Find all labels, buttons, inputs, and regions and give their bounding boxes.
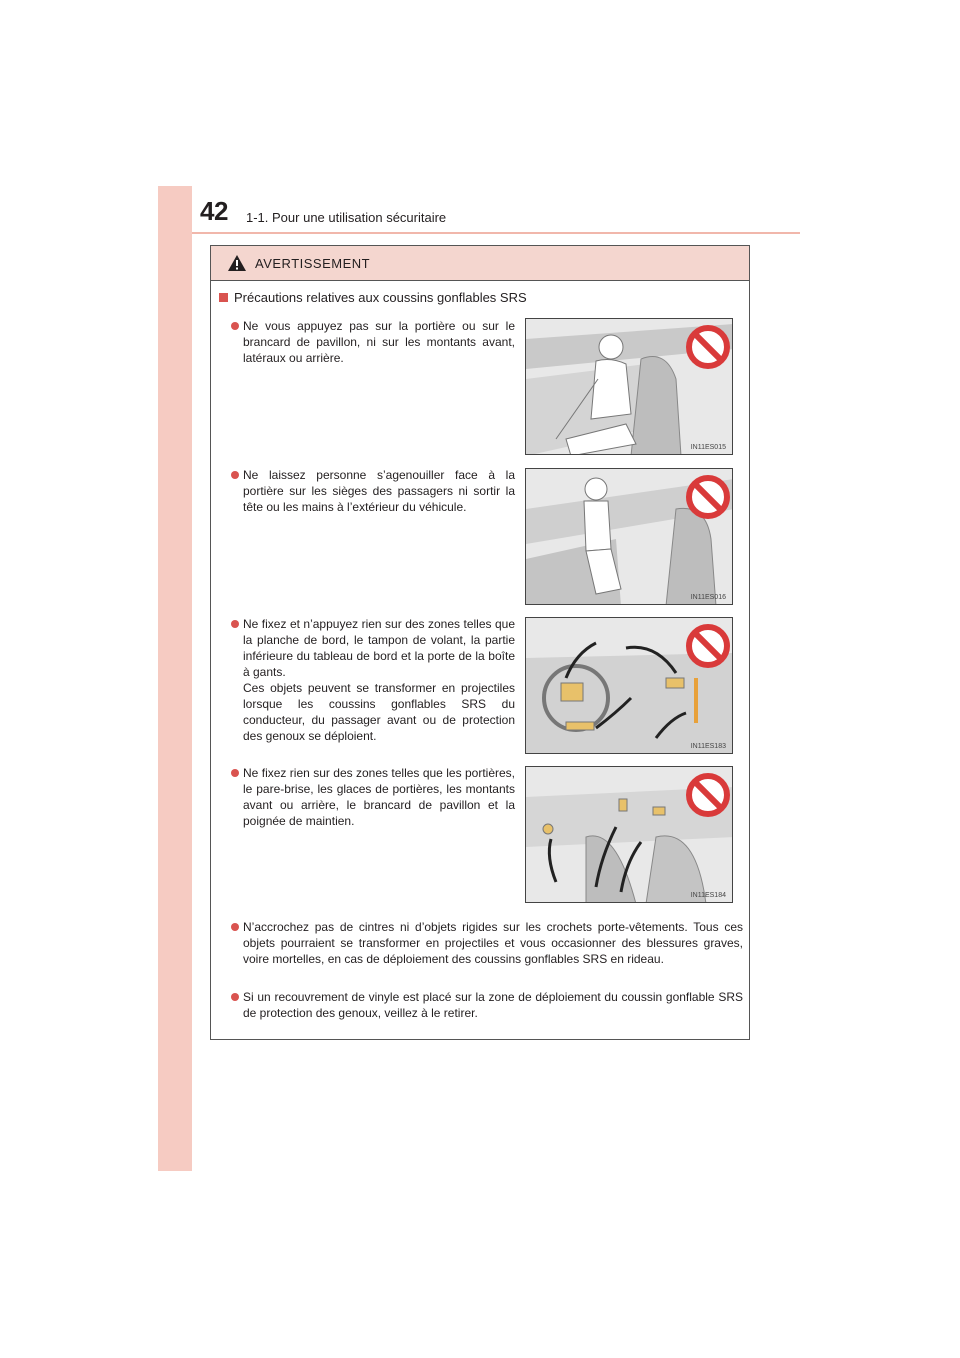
header-divider	[192, 232, 800, 234]
prohibition-icon	[689, 478, 727, 516]
bullet-icon	[231, 620, 239, 628]
bullet-icon	[231, 471, 239, 479]
warning-subheading	[219, 290, 527, 305]
subheading-text: Précautions relatives aux coussins gonflables SRS	[234, 290, 527, 305]
figure-id: IN11ES184	[690, 892, 726, 899]
bullet-icon	[231, 769, 239, 777]
warning-header	[211, 246, 749, 281]
warning-item-text: Ne laissez personne s’agenouiller face à la portière sur les sièges des passagers ni sortir la tête ou les mains à l’extérieur du véhicule.	[243, 468, 515, 514]
warning-item-text: Ne fixez rien sur des zones telles que les portières, le pare-brise, les glaces de portières, les montants avant ou arrière, le brancard de pavillon et la poignée de maintien.	[243, 766, 515, 828]
figure-id: IN11ES016	[690, 594, 726, 601]
figure-id: IN11ES183	[690, 743, 726, 750]
square-bullet-icon	[219, 293, 228, 302]
warning-box	[210, 245, 750, 1040]
warning-item	[231, 318, 515, 366]
bullet-icon	[231, 322, 239, 330]
warning-item	[231, 919, 743, 967]
warning-item-text: N’accrochez pas de cintres ni d’objets rigides sur les crochets porte-vêtements. Tous ces objets pourraient se transformer en projectiles et vous occasionner des blessures graves, voire mortelles, en cas de déploiement des coussins gonflables SRS en rideau.	[243, 920, 743, 966]
figure-leaning-on-door	[525, 318, 733, 455]
figure-id: IN11ES015	[690, 444, 726, 451]
prohibition-icon	[689, 776, 727, 814]
warning-item	[231, 765, 515, 829]
figure-interior-objects	[525, 766, 733, 903]
page-number: 42	[200, 196, 228, 226]
warning-item-text: Ne fixez et n’appuyez rien sur des zones telles que la planche de bord, le tampon de volant, la partie inférieure du tableau de bord et la porte de la boîte à gants. Ces objets peuvent se transformer en projectiles lorsque les coussins gonflables SRS du conducteur, du passager avant ou de protection des genoux se déploient.	[243, 617, 515, 743]
bullet-icon	[231, 993, 239, 1001]
warning-item-text: Si un recouvrement de vinyle est placé sur la zone de déploiement du coussin gonflable SRS de protection des genoux, veillez à le retirer.	[243, 990, 743, 1020]
warning-triangle-icon	[227, 254, 247, 272]
warning-title: AVERTISSEMENT	[255, 255, 371, 271]
page-side-band	[158, 186, 192, 1171]
prohibition-icon	[689, 627, 727, 665]
section-title: 1-1. Pour une utilisation sécuritaire	[246, 210, 447, 225]
warning-item	[231, 616, 515, 744]
prohibition-icon	[689, 328, 727, 366]
page-header	[200, 196, 800, 236]
figure-kneeling-at-door	[525, 468, 733, 605]
warning-item-text: Ne vous appuyez pas sur la portière ou sur le brancard de pavillon, ni sur les montants avant, latéraux ou arrière.	[243, 319, 515, 365]
bullet-icon	[231, 923, 239, 931]
figure-dashboard-objects	[525, 617, 733, 754]
warning-item	[231, 467, 515, 515]
warning-item	[231, 989, 743, 1021]
